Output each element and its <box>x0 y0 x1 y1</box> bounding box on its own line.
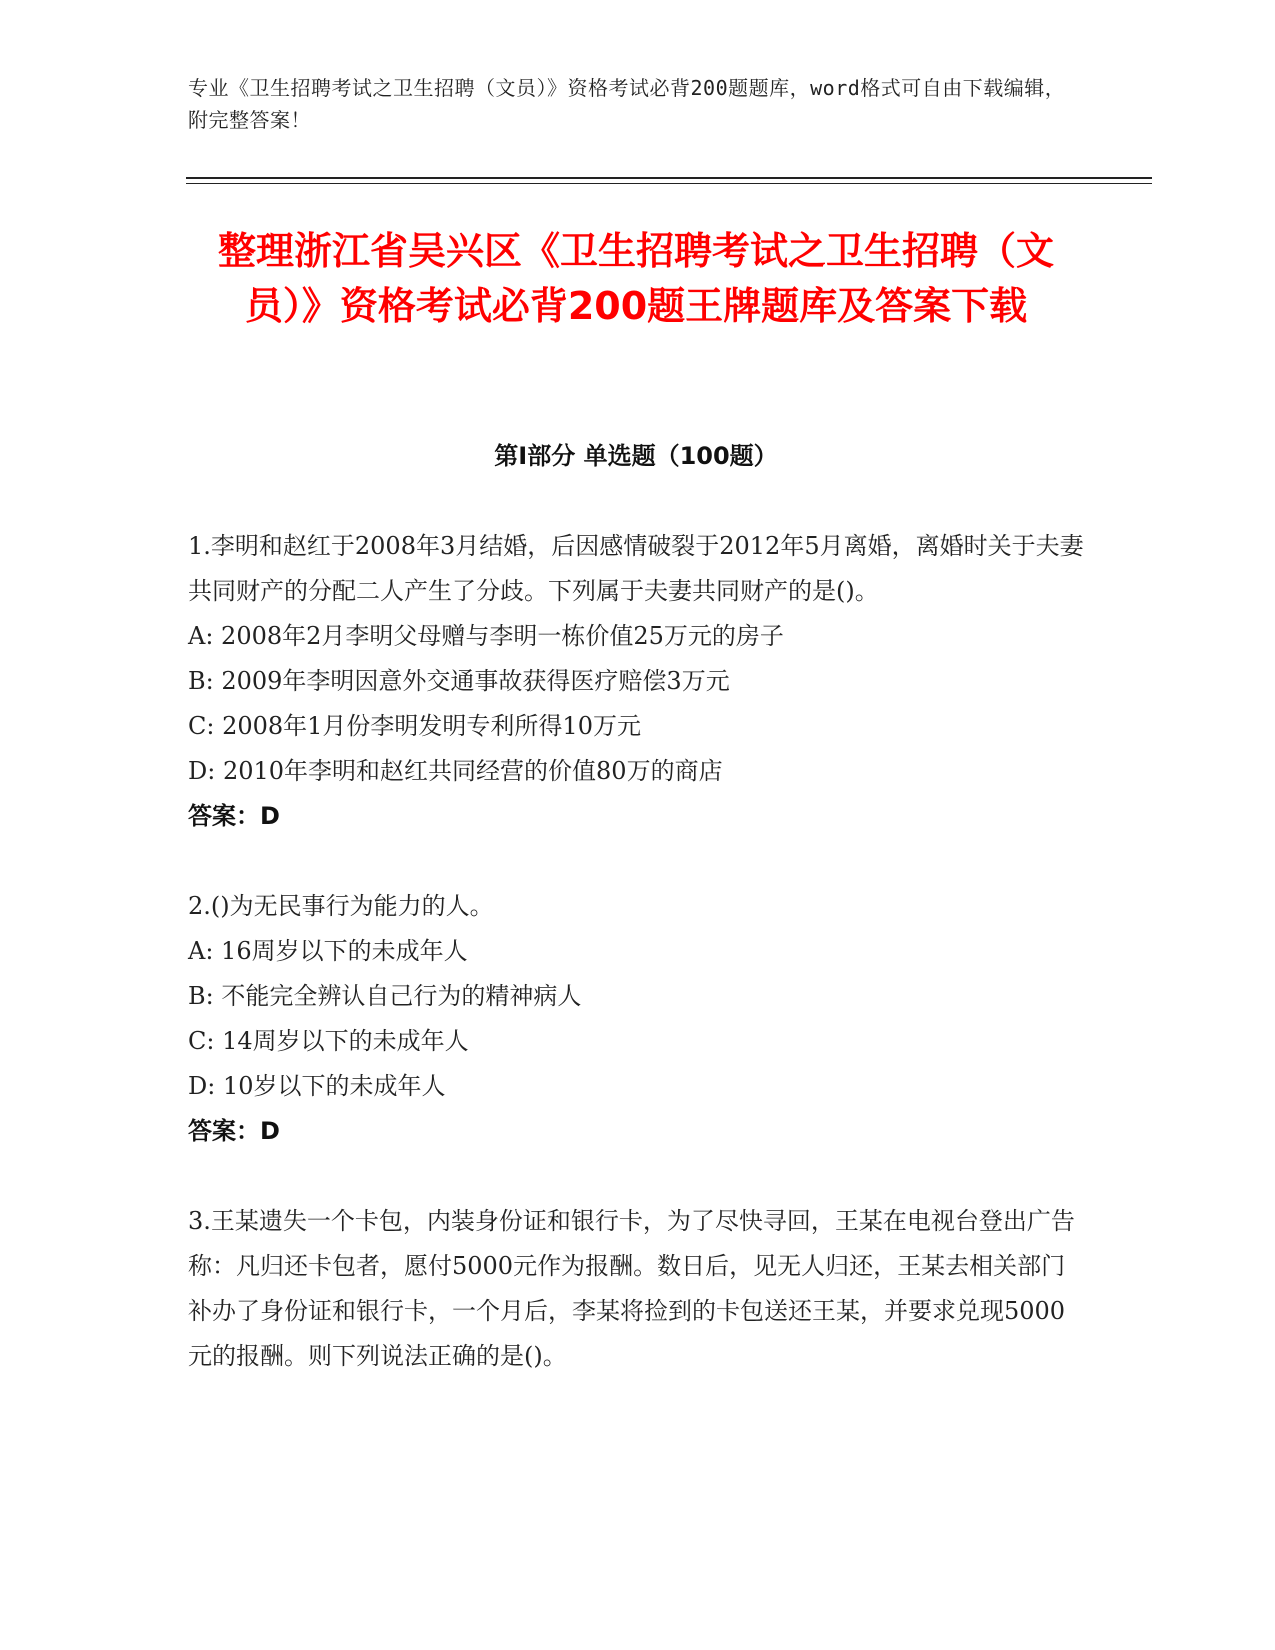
header-rule-thin <box>186 183 1152 184</box>
header-note: 专业《卫生招聘考试之卫生招聘（文员）》资格考试必背200题题库，word格式可自由下载编辑，附完整答案！ <box>188 76 1066 132</box>
section-title: 第I部分 单选题（100题） <box>494 442 778 470</box>
option-c: C: 14周岁以下的未成年人 <box>188 1027 469 1055</box>
question-2 <box>188 884 1088 1154</box>
header-rule <box>186 177 1152 179</box>
option-c: C: 2008年1月份李明发明专利所得10万元 <box>188 712 641 740</box>
question-1 <box>188 524 1088 839</box>
answer: 答案：D <box>188 1117 280 1145</box>
option-a: A: 2008年2月李明父母赠与李明一栋价值25万元的房子 <box>188 622 784 650</box>
question-stem: 1.李明和赵红于2008年3月结婚，后因感情破裂于2012年5月离婚，离婚时关于夫妻共同财产的分配二人产生了分歧。下列属于夫妻共同财产的是()。 <box>188 532 1084 605</box>
answer: 答案：D <box>188 802 280 830</box>
option-d: D: 10岁以下的未成年人 <box>188 1072 446 1100</box>
option-b: B: 不能完全辨认自己行为的精神病人 <box>188 982 582 1010</box>
option-d: D: 2010年李明和赵红共同经营的价值80万的商店 <box>188 757 723 785</box>
question-stem: 2.()为无民事行为能力的人。 <box>188 892 494 920</box>
question-3 <box>188 1199 1088 1379</box>
document-title: 整理浙江省吴兴区《卫生招聘考试之卫生招聘（文员）》资格考试必背200题王牌题库及答案下载 <box>217 229 1054 328</box>
option-b: B: 2009年李明因意外交通事故获得医疗赔偿3万元 <box>188 667 730 695</box>
option-a: A: 16周岁以下的未成年人 <box>188 937 468 965</box>
question-stem: 3.王某遗失一个卡包，内装身份证和银行卡，为了尽快寻回，王某在电视台登出广告称：凡归还卡包者，愿付5000元作为报酬。数日后，见无人归还，王某去相关部门补办了身份证和银行卡，一个月后，李某将捡到的卡包送还王某，并要求兑现5000元的报酬。则下列说法正确的是()。 <box>188 1207 1075 1370</box>
question-list <box>188 524 1088 1424</box>
